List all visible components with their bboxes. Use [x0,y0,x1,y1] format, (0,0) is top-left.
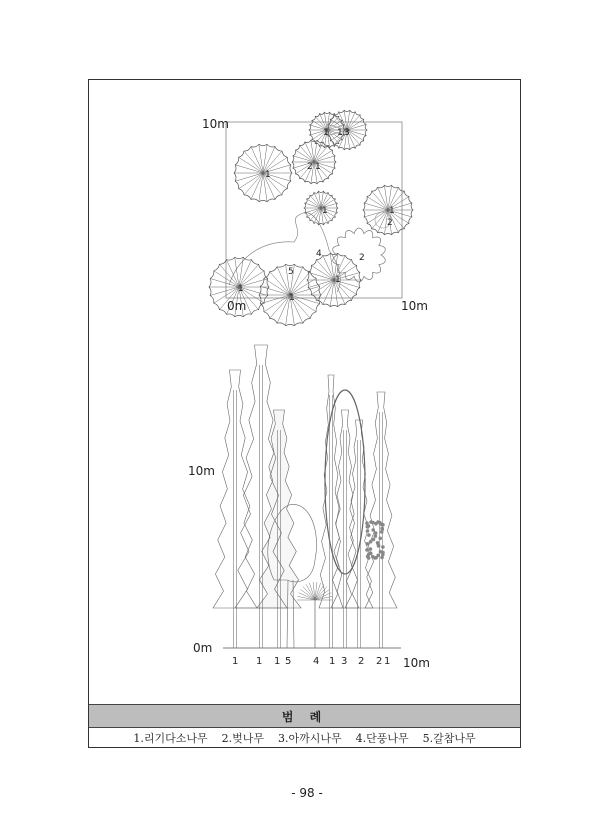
elevation-tree-number: 1 [329,656,336,667]
legend-item-oak: 5.갈참나무 [422,731,476,745]
plan-marker: 1 [337,128,343,138]
elevation-trees [213,345,397,648]
plan-marker: 2 [359,253,365,263]
plan-marker: 1 [289,293,295,303]
plan-marker: 1 [389,206,395,216]
plan-marker: 4 [316,249,322,259]
plan-marker: 3 [344,128,350,138]
elevation-tree-maple [297,582,333,648]
plan-marker: 1 [265,170,271,180]
pine-canopy [304,191,338,225]
plan-marker: 1 [315,162,321,172]
elevation-tree-cherry-foliage [365,520,385,560]
elevation-tree [213,370,257,648]
elevation-view [188,345,430,670]
legend-header [89,704,520,728]
plan-marker: 1 [322,206,328,216]
elevation-tree-number: 4 [313,656,320,667]
tree-planting-diagram [89,80,520,702]
legend-items [89,728,520,747]
pine-canopy [307,253,361,306]
elevation-tree-number: 3 [341,656,348,667]
plan-marker: 1 [335,275,341,285]
plan-marker: 5 [288,267,294,277]
plan-marker: 2 [307,162,313,172]
legend-item-cherry: 2.벚나무 [221,731,264,745]
elevation-tree-number: 5 [285,656,292,667]
elevation-tree-number: 2 [358,656,365,667]
plan-view [202,110,428,326]
elevation-top-label: 10m [188,464,215,478]
legend-item-maple: 4.단풍나무 [355,731,409,745]
figure-frame [88,79,521,748]
plan-marker: 1 [238,284,244,294]
plan-marker: 1 [323,128,329,138]
plan-right-label: 10m [401,299,428,313]
elevation-tree [365,392,397,648]
elevation-tree [257,410,301,648]
legend-item-black-locust: 3.아까시나무 [278,731,342,745]
plan-top-label: 10m [202,117,229,131]
plan-origin-label: 0m [227,299,247,313]
highlight-ellipse [325,390,365,574]
page-number: - 98 - [291,786,323,800]
legend-item-pitch-pine: 1.리기다소나무 [133,731,208,745]
elevation-tree-number: 1 [384,656,391,667]
pine-canopy [234,144,292,201]
elevation-tree-number: 2 [376,656,383,667]
elevation-tree [331,410,359,648]
elevation-tree-number: 1 [232,656,239,667]
elevation-bottom-label: 0m [193,641,213,655]
legend-title: 범 례 [281,709,328,724]
elevation-tree-number: 1 [256,656,263,667]
plan-marker: 2 [387,218,393,228]
elevation-right-label: 10m [403,656,430,670]
elevation-tree-number: 1 [274,656,281,667]
